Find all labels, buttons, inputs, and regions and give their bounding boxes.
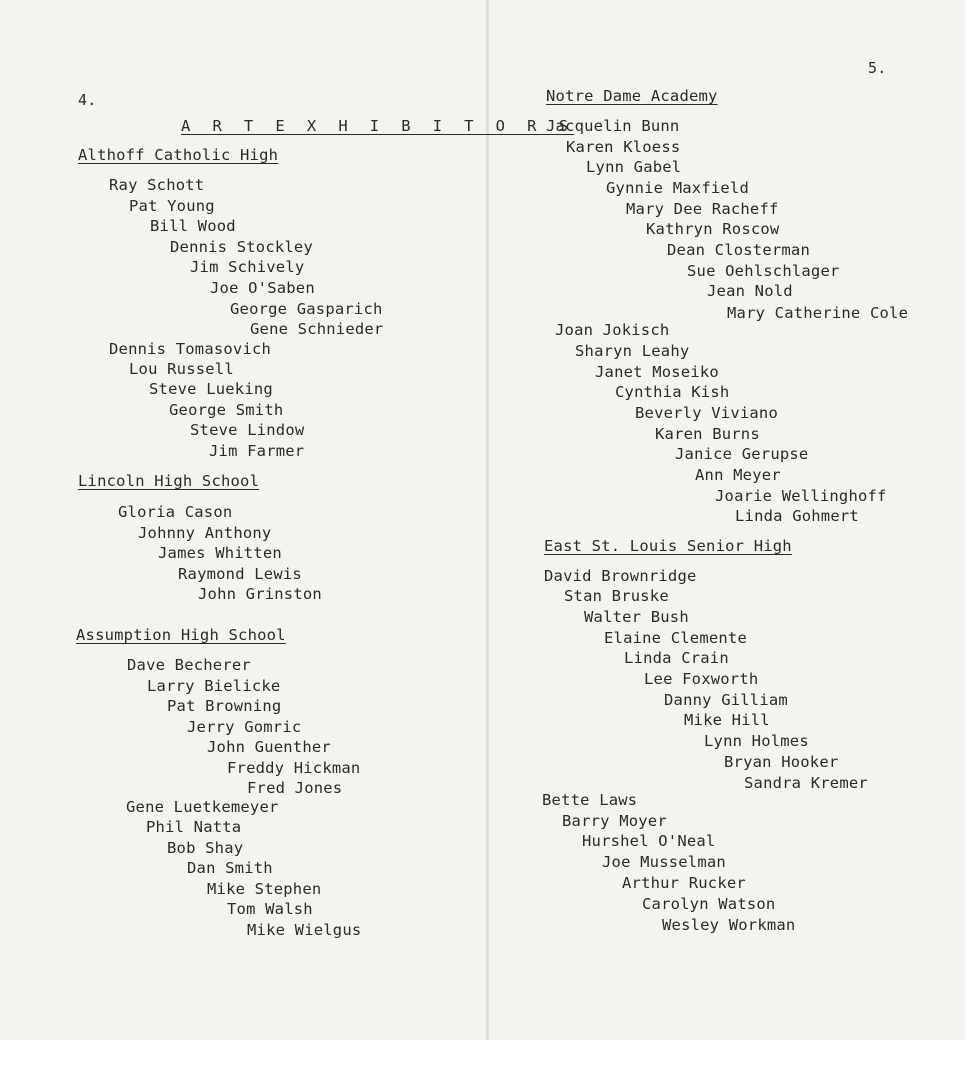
exhibitor-name: Steve Lueking (149, 380, 273, 398)
exhibitor-name: Steve Lindow (190, 421, 305, 439)
exhibitor-name: Dennis Stockley (170, 238, 313, 256)
exhibitor-name: Dan Smith (187, 859, 273, 877)
exhibitor-name: Dean Closterman (667, 241, 810, 259)
exhibitor-name: Lou Russell (129, 360, 234, 378)
exhibitor-name: Gynnie Maxfield (606, 179, 749, 197)
exhibitor-name: Linda Gohmert (735, 507, 859, 525)
exhibitor-name: Mary Catherine Cole (727, 304, 909, 322)
section-heading-notre-dame: Notre Dame Academy (546, 87, 718, 105)
exhibitor-name: Wesley Workman (662, 916, 796, 934)
exhibitor-name: Sue Oehlschlager (687, 262, 840, 280)
scan-margin (0, 1040, 965, 1080)
exhibitor-name: George Gasparich (230, 300, 383, 318)
exhibitor-name: Cynthia Kish (615, 383, 730, 401)
exhibitor-name: Jean Nold (707, 282, 793, 300)
exhibitor-name: Dennis Tomasovich (109, 340, 272, 358)
exhibitor-name: Janice Gerupse (675, 445, 809, 463)
exhibitor-name: Karen Burns (655, 425, 760, 443)
exhibitor-name: Freddy Hickman (227, 759, 361, 777)
exhibitor-name: Jacquelin Bunn (546, 117, 680, 135)
exhibitor-name: Tom Walsh (227, 900, 313, 918)
exhibitor-name: Pat Young (129, 197, 215, 215)
page-fold (486, 0, 489, 1040)
exhibitor-name: Jim Schively (190, 258, 305, 276)
page-title: A R T E X H I B I T O R S (181, 117, 575, 135)
exhibitor-name: Bill Wood (150, 217, 236, 235)
exhibitor-name: Phil Natta (146, 818, 242, 836)
exhibitor-name: Stan Bruske (564, 587, 669, 605)
exhibitor-name: Sharyn Leahy (575, 342, 690, 360)
exhibitor-name: Hurshel O'Neal (582, 832, 716, 850)
exhibitor-name: John Guenther (207, 738, 331, 756)
exhibitor-name: Joe O'Saben (210, 279, 315, 297)
exhibitor-name: Gene Schnieder (250, 320, 384, 338)
section-heading-althoff: Althoff Catholic High (78, 146, 279, 164)
exhibitor-name: Bob Shay (167, 839, 244, 857)
exhibitor-name: Mike Wielgus (247, 921, 362, 939)
exhibitor-name: Karen Kloess (566, 138, 681, 156)
exhibitor-name: Dave Becherer (127, 656, 251, 674)
exhibitor-name: Fred Jones (247, 779, 343, 797)
exhibitor-name: Linda Crain (624, 649, 729, 667)
exhibitor-name: Danny Gilliam (664, 691, 788, 709)
exhibitor-name: Bryan Hooker (724, 753, 839, 771)
exhibitor-name: Beverly Viviano (635, 404, 778, 422)
exhibitor-name: Mike Stephen (207, 880, 322, 898)
section-heading-lincoln: Lincoln High School (78, 472, 260, 490)
exhibitor-name: Sandra Kremer (744, 774, 868, 792)
exhibitor-name: Ann Meyer (695, 466, 781, 484)
section-heading-assumption: Assumption High School (76, 626, 286, 644)
exhibitor-name: Mary Dee Racheff (626, 200, 779, 218)
exhibitor-name: David Brownridge (544, 567, 697, 585)
exhibitor-name: Janet Moseiko (595, 363, 719, 381)
exhibitor-name: John Grinston (198, 585, 322, 603)
exhibitor-name: Carolyn Watson (642, 895, 776, 913)
exhibitor-name: Mike Hill (684, 711, 770, 729)
section-heading-east-st-louis: East St. Louis Senior High (544, 537, 792, 555)
exhibitor-name: Barry Moyer (562, 812, 667, 830)
exhibitor-name: Gene Luetkemeyer (126, 798, 279, 816)
exhibitor-name: Gloria Cason (118, 503, 233, 521)
exhibitor-name: Arthur Rucker (622, 874, 746, 892)
exhibitor-name: Raymond Lewis (178, 565, 302, 583)
exhibitor-name: Kathryn Roscow (646, 220, 780, 238)
exhibitor-name: Pat Browning (167, 697, 282, 715)
exhibitor-name: Jerry Gomric (187, 718, 302, 736)
exhibitor-name: Walter Bush (584, 608, 689, 626)
exhibitor-name: Lee Foxworth (644, 670, 759, 688)
exhibitor-name: Elaine Clemente (604, 629, 747, 647)
exhibitor-name: Johnny Anthony (138, 524, 272, 542)
exhibitor-name: Ray Schott (109, 176, 205, 194)
exhibitor-name: Larry Bielicke (147, 677, 281, 695)
exhibitor-name: Jim Farmer (209, 442, 305, 460)
exhibitor-name: Joe Musselman (602, 853, 726, 871)
exhibitor-name: George Smith (169, 401, 284, 419)
exhibitor-name: Joan Jokisch (555, 321, 670, 339)
exhibitor-name: Lynn Holmes (704, 732, 809, 750)
exhibitor-name: Lynn Gabel (586, 158, 682, 176)
page-number-right: 5. (868, 59, 887, 77)
page-number-left: 4. (78, 91, 97, 109)
exhibitor-name: Bette Laws (542, 791, 638, 809)
exhibitor-name: James Whitten (158, 544, 282, 562)
exhibitor-name: Joarie Wellinghoff (715, 487, 887, 505)
